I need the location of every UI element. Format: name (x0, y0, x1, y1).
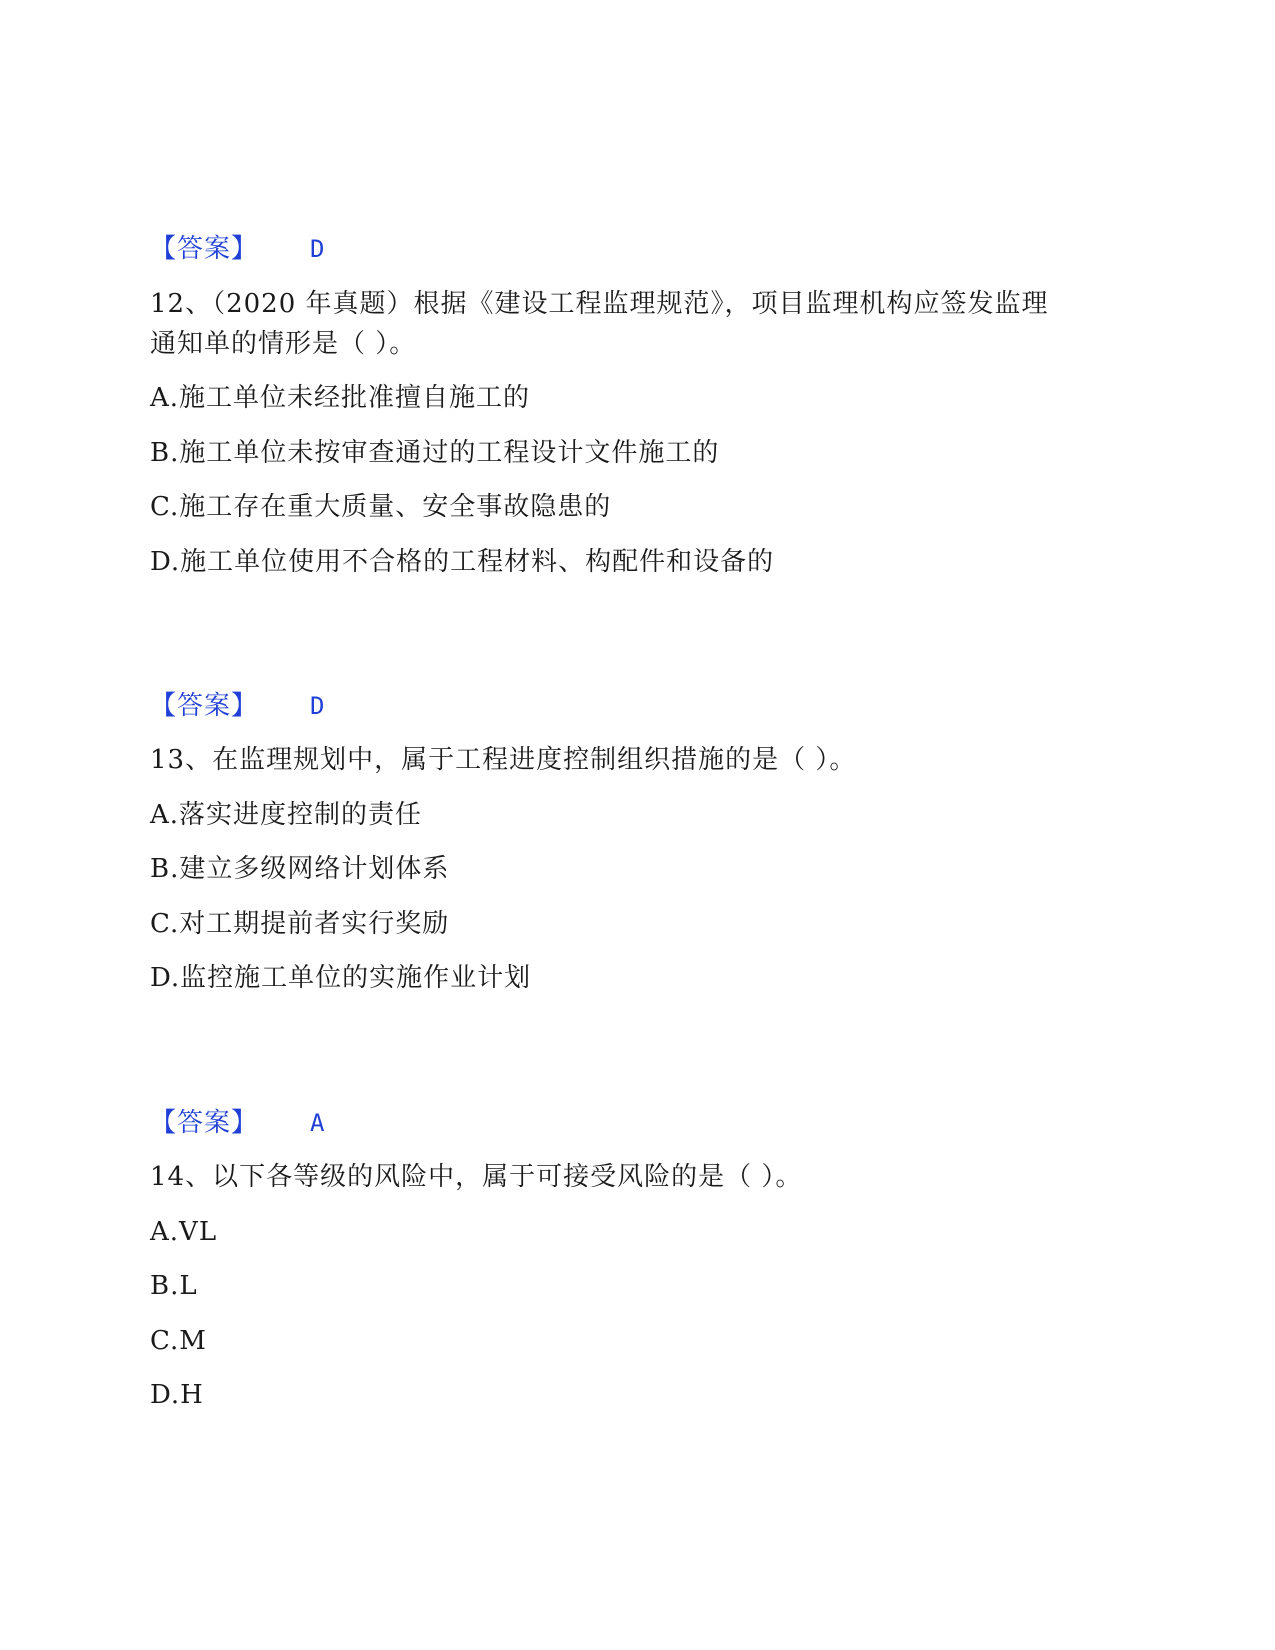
option-d: D.施工单位使用不合格的工程材料、构配件和设备的 (150, 547, 775, 577)
question-stem-line: 14、以下各等级的风险中，属于可接受风险的是（ ）。 (150, 1162, 803, 1192)
answer-value: D (310, 235, 326, 263)
answer-label: 【答案】 (150, 1108, 259, 1138)
answer-label: 【答案】 (150, 234, 259, 264)
option-c: C.M (150, 1326, 207, 1356)
answer-line (150, 229, 325, 269)
option-a: A.落实进度控制的责任 (150, 800, 423, 830)
option-d: D.监控施工单位的实施作业计划 (150, 963, 532, 993)
answer-line (150, 686, 325, 726)
answer-label: 【答案】 (150, 691, 259, 721)
answer-line (150, 1103, 325, 1143)
option-a: A.施工单位未经批准擅自施工的 (150, 383, 531, 413)
question-stem-line: 12、（2020 年真题）根据《建设工程监理规范》，项目监理机构应签发监理 (150, 289, 1049, 319)
answer-value: A (310, 1109, 326, 1137)
option-b: B.施工单位未按审查通过的工程设计文件施工的 (150, 438, 720, 468)
question-stem-line: 通知单的情形是（ ）。 (150, 329, 417, 359)
option-b: B.建立多级网络计划体系 (150, 854, 450, 884)
option-d: D.H (150, 1380, 204, 1410)
option-c: C.施工存在重大质量、安全事故隐患的 (150, 492, 612, 522)
option-c: C.对工期提前者实行奖励 (150, 909, 450, 939)
question-stem-line: 13、在监理规划中，属于工程进度控制组织措施的是（ ）。 (150, 745, 857, 775)
option-b: B.L (150, 1271, 198, 1301)
option-a: A.VL (150, 1217, 218, 1247)
answer-value: D (310, 692, 326, 720)
